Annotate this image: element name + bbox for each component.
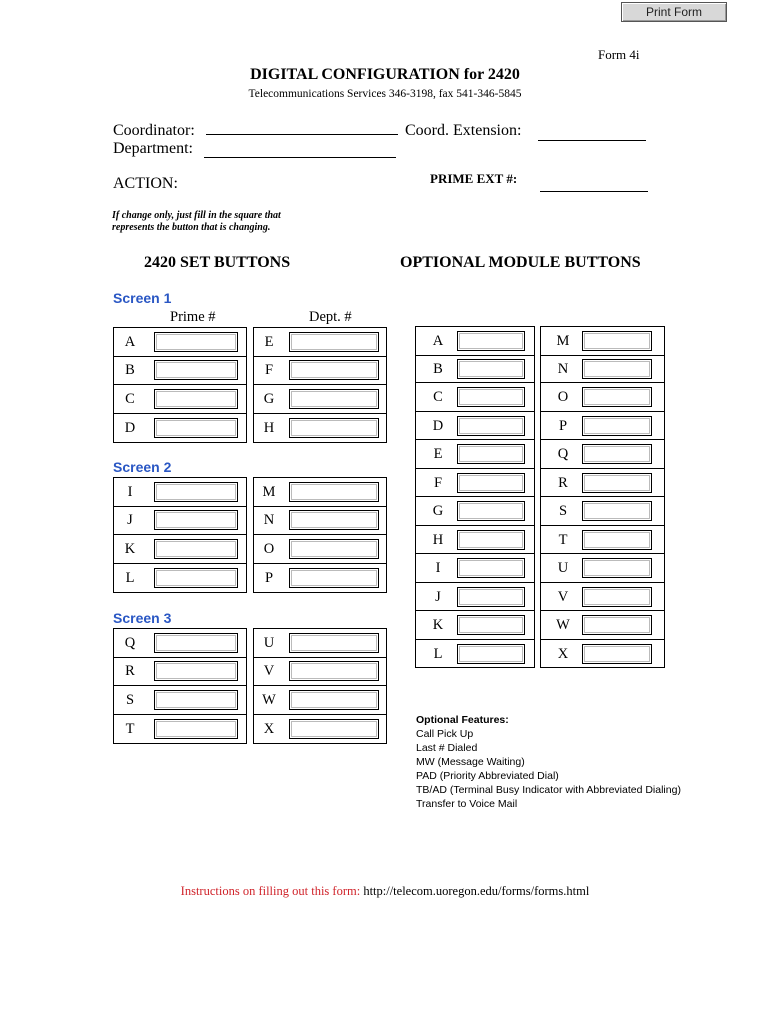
module-button-key-label: A <box>432 333 444 349</box>
module-button-key-label: C <box>433 389 443 405</box>
module-left-input-c[interactable] <box>457 387 525 407</box>
instructions-line <box>0 884 770 899</box>
screen-1-prime-row-c <box>113 385 247 414</box>
screen-2-label: Screen 2 <box>113 459 172 475</box>
print-form-button[interactable]: Print Form <box>621 2 727 22</box>
set-button-key-label: D <box>124 420 136 436</box>
module-right-row-o <box>540 383 665 412</box>
set-button-key-label: J <box>127 512 133 528</box>
module-right-row-r <box>540 469 665 498</box>
module-right-row-v <box>540 583 665 612</box>
screen-2-dept-input-m[interactable] <box>289 482 379 502</box>
module-button-key-label: F <box>433 474 443 491</box>
feature-item: PAD (Priority Abbreviated Dial) <box>416 770 559 782</box>
set-button-key-label: O <box>263 541 275 557</box>
screen-1-dept-row-g <box>253 385 387 414</box>
screen-3-prime-input-t[interactable] <box>154 719 238 739</box>
module-left-row-h <box>415 526 535 555</box>
module-button-key-label: G <box>432 503 444 519</box>
module-left-input-d[interactable] <box>457 416 525 436</box>
prime-ext-label: PRIME EXT #: <box>430 171 518 186</box>
module-button-key-label: O <box>557 389 569 405</box>
set-button-key-label: B <box>125 362 135 378</box>
screen-2-prime-input-k[interactable] <box>154 539 238 559</box>
screen-3-prime-row-s <box>113 686 247 715</box>
screen-1-dept-input-e[interactable] <box>289 332 379 352</box>
module-right-input-n[interactable] <box>582 359 652 379</box>
screen-1-prime-row-d <box>113 414 247 443</box>
screen-3-prime-row-q <box>113 628 247 658</box>
module-button-key-label: E <box>433 446 443 462</box>
feature-item: Transfer to Voice Mail <box>416 798 518 810</box>
screen-3-prime-input-r[interactable] <box>154 661 238 681</box>
coordinator-field[interactable] <box>206 134 398 135</box>
module-right-input-s[interactable] <box>582 501 652 521</box>
set-button-key-label: E <box>264 334 274 350</box>
set-button-key-label: R <box>125 663 135 679</box>
screen-2-prime-input-j[interactable] <box>154 510 238 530</box>
coord-extension-field[interactable] <box>538 140 646 141</box>
screen-2-prime-row-l <box>113 564 247 593</box>
module-left-row-e <box>415 440 535 469</box>
set-button-key-label: Q <box>124 635 136 651</box>
module-left-row-k <box>415 611 535 640</box>
screen-1-prime-input-d[interactable] <box>154 418 238 438</box>
screen-3-dept-input-v[interactable] <box>289 661 379 681</box>
module-left-input-e[interactable] <box>457 444 525 464</box>
action-label: ACTION: <box>113 175 178 192</box>
screen-3-dept-input-x[interactable] <box>289 719 379 739</box>
module-right-row-p <box>540 412 665 441</box>
set-button-key-label: G <box>263 391 275 407</box>
module-right-input-r[interactable] <box>582 473 652 493</box>
module-right-input-x[interactable] <box>582 644 652 664</box>
screen-2-prime-row-k <box>113 535 247 564</box>
set-button-key-label: H <box>263 420 275 436</box>
module-right-input-o[interactable] <box>582 387 652 407</box>
module-button-key-label: M <box>556 333 570 349</box>
module-left-row-j <box>415 583 535 612</box>
screen-3-dept-row-u <box>253 628 387 658</box>
screen-2-dept-row-o <box>253 535 387 564</box>
set-button-key-label: F <box>264 362 274 378</box>
module-left-input-h[interactable] <box>457 530 525 550</box>
module-right-row-u <box>540 554 665 583</box>
module-left-input-f[interactable] <box>457 473 525 493</box>
module-button-key-label: B <box>433 360 443 377</box>
coord-extension-label: Coord. Extension: <box>405 122 522 139</box>
form-number: Form 4i <box>598 47 640 62</box>
set-button-key-label: I <box>127 484 133 500</box>
module-left-input-k[interactable] <box>457 615 525 635</box>
screen-3-prime-row-t <box>113 715 247 744</box>
set-buttons-heading: 2420 SET BUTTONS <box>144 254 291 271</box>
module-right-input-t[interactable] <box>582 530 652 550</box>
module-left-row-c <box>415 383 535 412</box>
screen-2-dept-row-n <box>253 506 387 535</box>
coordinator-label: Coordinator: <box>113 122 195 139</box>
screen-1-prime-row-a <box>113 327 247 357</box>
screen-2-prime-input-i[interactable] <box>154 482 238 502</box>
set-button-key-label: V <box>263 663 275 679</box>
module-right-row-w <box>540 611 665 640</box>
module-right-input-m[interactable] <box>582 331 652 351</box>
module-right-input-q[interactable] <box>582 444 652 464</box>
screen-1-prime-input-c[interactable] <box>154 389 238 409</box>
set-button-key-label: U <box>263 635 275 651</box>
module-button-key-label: L <box>433 645 443 662</box>
module-button-key-label: V <box>557 588 569 605</box>
screen-2-dept-row-p <box>253 564 387 593</box>
module-button-key-label: P <box>558 417 568 434</box>
module-button-key-label: U <box>557 560 569 576</box>
module-right-row-t <box>540 526 665 555</box>
module-button-key-label: R <box>558 474 568 491</box>
module-right-input-p[interactable] <box>582 416 652 436</box>
module-left-row-g <box>415 497 535 526</box>
module-left-input-l[interactable] <box>457 644 525 664</box>
feature-item: Call Pick Up <box>416 728 474 740</box>
set-button-key-label: M <box>262 484 276 500</box>
set-button-key-label: W <box>262 692 276 708</box>
page-title: DIGITAL CONFIGURATION for 2420 <box>250 66 520 83</box>
screen-1-dept-row-f <box>253 356 387 385</box>
module-left-input-b[interactable] <box>457 359 525 379</box>
module-left-input-j[interactable] <box>457 587 525 607</box>
feature-item: TB/AD (Terminal Busy Indicator with Abbreviated Dialing) <box>416 784 681 796</box>
module-button-key-label: W <box>556 617 570 633</box>
module-right-input-u[interactable] <box>582 558 652 578</box>
set-button-key-label: K <box>124 541 136 557</box>
screen-3-dept-input-w[interactable] <box>289 690 379 710</box>
screen-2-dept-input-p[interactable] <box>289 568 379 588</box>
module-right-input-v[interactable] <box>582 587 652 607</box>
module-button-key-label: N <box>557 360 569 377</box>
change-note: If change only, just fill in the square that represents the button that is changing. <box>112 210 281 233</box>
module-button-key-label: H <box>432 531 444 548</box>
module-button-key-label: D <box>432 417 444 434</box>
screen-1-label: Screen 1 <box>113 290 172 306</box>
screen-1-dept-row-e <box>253 327 387 357</box>
optional-features-heading: Optional Features: <box>416 714 509 726</box>
set-button-key-label: X <box>263 721 275 737</box>
department-field[interactable] <box>204 157 396 158</box>
module-button-key-label: Q <box>557 446 569 462</box>
module-button-key-label: I <box>435 560 441 576</box>
set-button-key-label: T <box>125 721 135 737</box>
screen-1-dept-input-g[interactable] <box>289 389 379 409</box>
optional-module-heading: OPTIONAL MODULE BUTTONS <box>400 254 641 271</box>
module-right-row-q <box>540 440 665 469</box>
prime-ext-field[interactable] <box>540 191 648 192</box>
module-right-row-m <box>540 326 665 356</box>
screen-1-prime-input-a[interactable] <box>154 332 238 352</box>
screen-2-prime-row-i <box>113 477 247 507</box>
screen-3-prime-input-q[interactable] <box>154 633 238 653</box>
prime-column-header: Prime # <box>170 309 216 325</box>
screen-3-dept-row-v <box>253 657 387 686</box>
screen-2-dept-input-o[interactable] <box>289 539 379 559</box>
set-button-key-label: A <box>124 334 136 350</box>
page-subtitle: Telecommunications Services 346-3198, fax 541-346-5845 <box>248 88 522 100</box>
set-button-key-label: P <box>264 570 274 586</box>
screen-3-prime-row-r <box>113 657 247 686</box>
department-label: Department: <box>113 140 193 157</box>
screen-2-dept-row-m <box>253 477 387 507</box>
feature-item: MW (Message Waiting) <box>416 756 525 768</box>
module-left-row-a <box>415 326 535 356</box>
screen-2-prime-row-j <box>113 506 247 535</box>
module-left-row-f <box>415 469 535 498</box>
set-button-key-label: N <box>263 512 275 528</box>
screen-3-dept-input-u[interactable] <box>289 633 379 653</box>
screen-3-prime-input-s[interactable] <box>154 690 238 710</box>
module-button-key-label: K <box>432 617 444 633</box>
dept-column-header: Dept. # <box>309 309 352 325</box>
screen-3-dept-row-w <box>253 686 387 715</box>
module-left-input-a[interactable] <box>457 331 525 351</box>
module-left-row-i <box>415 554 535 583</box>
module-right-input-w[interactable] <box>582 615 652 635</box>
screen-2-dept-input-n[interactable] <box>289 510 379 530</box>
instructions-url[interactable]: http://telecom.uoregon.edu/forms/forms.html <box>363 884 590 898</box>
set-button-key-label: C <box>125 391 135 407</box>
screen-3-dept-row-x <box>253 715 387 744</box>
module-left-row-l <box>415 640 535 669</box>
module-left-input-i[interactable] <box>457 558 525 578</box>
instructions-label: Instructions on filling out this form: <box>180 884 361 898</box>
module-button-key-label: S <box>558 503 568 519</box>
module-left-row-d <box>415 412 535 441</box>
set-button-key-label: L <box>125 570 135 586</box>
module-right-row-s <box>540 497 665 526</box>
module-button-key-label: T <box>558 531 568 548</box>
screen-3-label: Screen 3 <box>113 610 172 626</box>
module-right-row-x <box>540 640 665 669</box>
screen-1-dept-row-h <box>253 414 387 443</box>
module-left-row-b <box>415 355 535 384</box>
feature-item: Last # Dialed <box>416 742 478 754</box>
screen-1-dept-input-h[interactable] <box>289 418 379 438</box>
screen-1-prime-input-b[interactable] <box>154 360 238 380</box>
optional-features <box>416 713 681 811</box>
set-button-key-label: S <box>125 692 135 708</box>
module-button-key-label: J <box>435 588 441 605</box>
module-left-input-g[interactable] <box>457 501 525 521</box>
module-right-row-n <box>540 355 665 384</box>
screen-1-prime-row-b <box>113 356 247 385</box>
screen-1-dept-input-f[interactable] <box>289 360 379 380</box>
screen-2-prime-input-l[interactable] <box>154 568 238 588</box>
module-button-key-label: X <box>557 645 569 662</box>
